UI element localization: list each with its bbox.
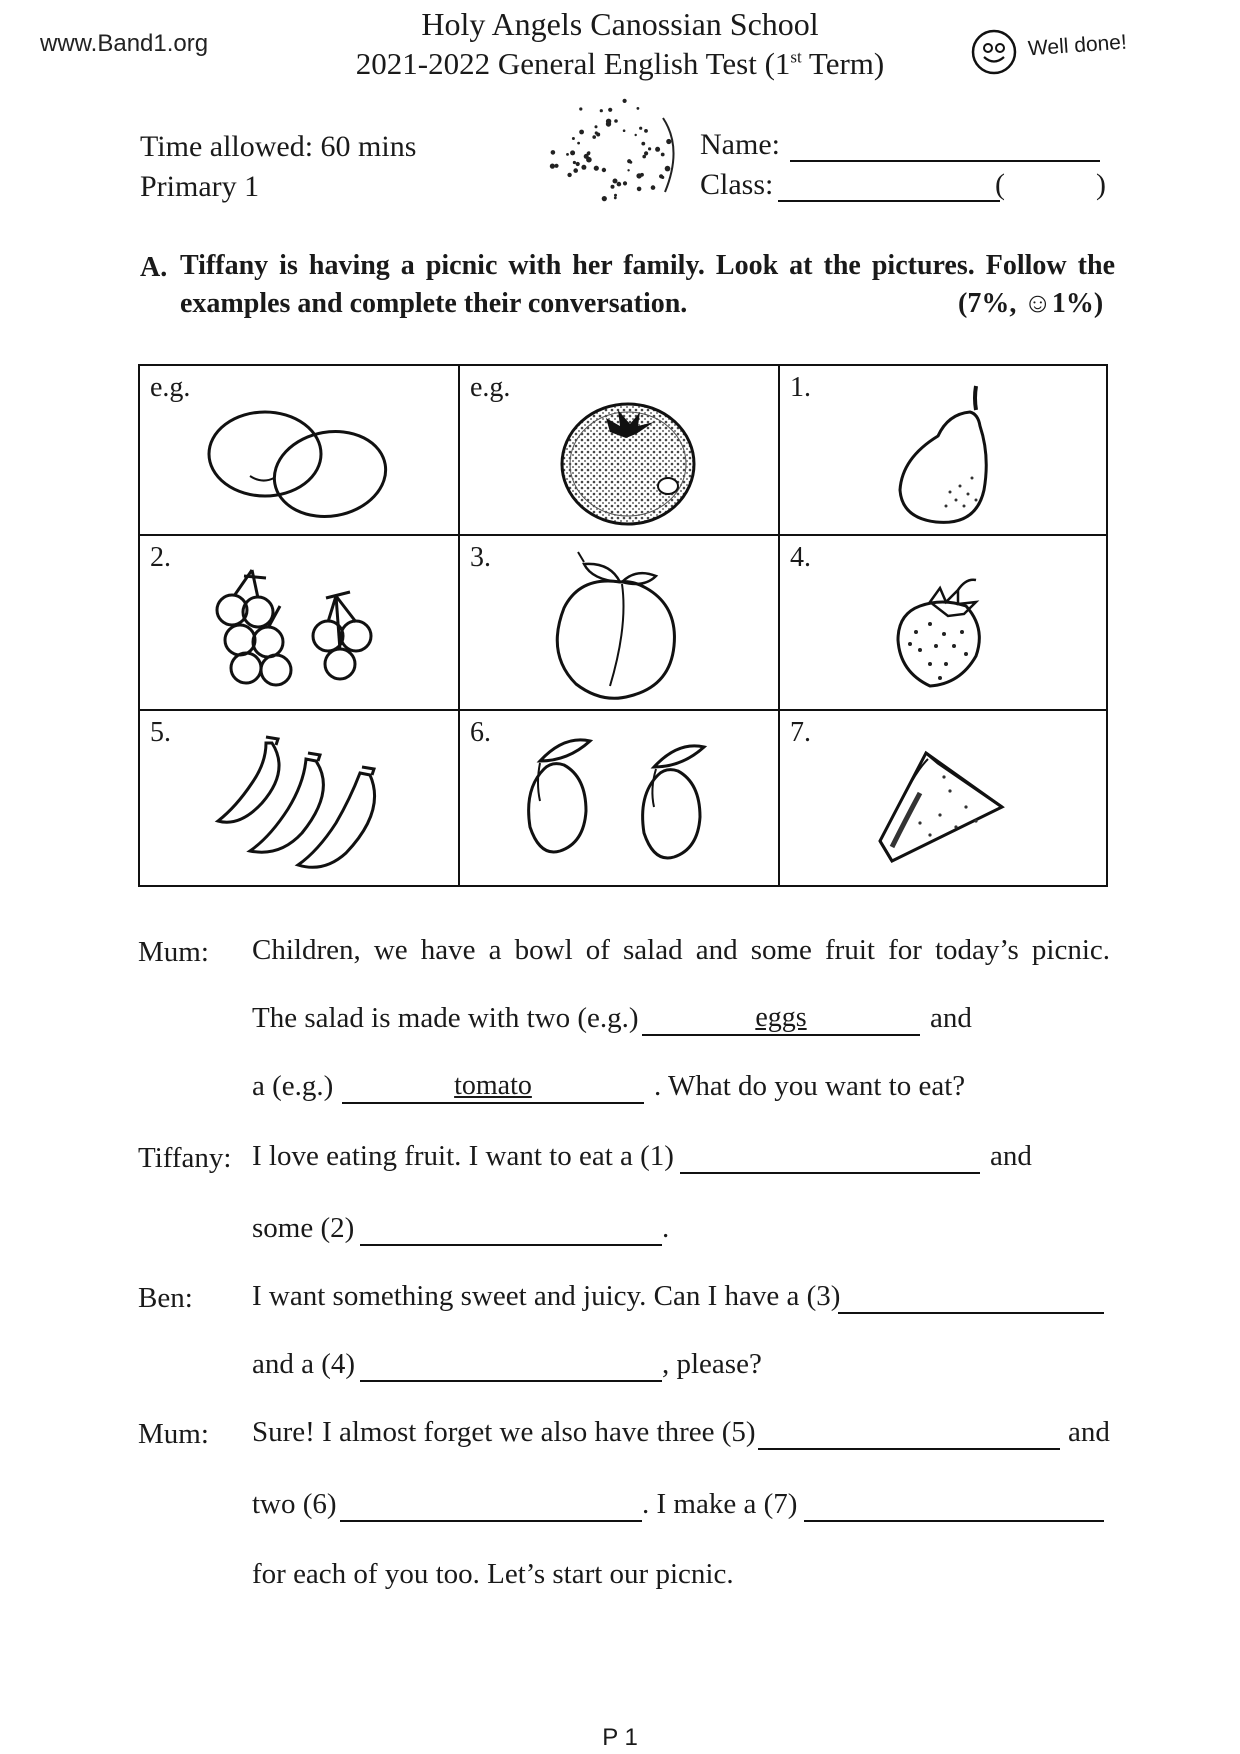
cell-label: 7. bbox=[790, 717, 811, 748]
grid-cell-eggs bbox=[140, 366, 460, 536]
time-allowed: Time allowed: 60 mins bbox=[140, 130, 417, 163]
instruction-line-2: examples and complete their conversation. bbox=[180, 288, 688, 319]
dialogue-line: The salad is made with two (e.g.) bbox=[252, 1002, 639, 1034]
test-title: 2021-2022 General English Test (1st Term) bbox=[355, 46, 885, 81]
cell-label: 2. bbox=[150, 542, 171, 573]
grid-cell-bananas bbox=[140, 711, 460, 885]
instruction-line-1: Tiffany is having a picnic with her family. Look at the pictures. Follow the bbox=[180, 250, 1115, 281]
example-blank-1 bbox=[642, 1034, 920, 1036]
dialogue-line: some (2) bbox=[252, 1212, 355, 1244]
strawberry-icon bbox=[780, 536, 1106, 711]
speaker-mum: Mum: bbox=[138, 936, 209, 968]
school-name: Holy Angels Canossian School bbox=[421, 6, 819, 42]
dialogue-line: . What do you want to eat? bbox=[654, 1070, 966, 1102]
cell-label: 5. bbox=[150, 717, 171, 748]
smiley-icon bbox=[970, 28, 1018, 76]
dialogue-line: for each of you too. Let’s start our picnic. bbox=[252, 1558, 734, 1590]
cell-label: 4. bbox=[790, 542, 811, 573]
sandwich-icon bbox=[780, 711, 1106, 885]
cell-label: 1. bbox=[790, 372, 811, 403]
dialogue-line: and bbox=[930, 1002, 972, 1034]
cell-label: e.g. bbox=[150, 372, 191, 403]
bananas-icon bbox=[140, 711, 460, 885]
grid-cell-sandwich bbox=[780, 711, 1106, 885]
class-number-close: ) bbox=[1096, 168, 1106, 201]
answer-blank-3[interactable] bbox=[838, 1312, 1104, 1314]
grid-cell-cherries bbox=[140, 536, 460, 711]
dialogue-line: I love eating fruit. I want to eat a (1) bbox=[252, 1140, 674, 1172]
dialogue-line: . bbox=[662, 1212, 670, 1244]
watermark: www.Band1.org bbox=[40, 30, 209, 57]
dialogue-line: . I make a (7) bbox=[642, 1488, 798, 1520]
example-answer-eggs: eggs bbox=[755, 1002, 807, 1033]
grid-cell-pear bbox=[780, 366, 1106, 536]
page-number: P 1 bbox=[602, 1724, 638, 1751]
picture-grid bbox=[138, 364, 1108, 887]
stamp-icon bbox=[545, 88, 680, 218]
class-number-open: ( bbox=[995, 168, 1005, 201]
well-done-badge bbox=[970, 28, 1128, 78]
answer-blank-7[interactable] bbox=[804, 1520, 1104, 1522]
grid-cell-mangoes bbox=[460, 711, 780, 885]
dialogue-line: Children, we have a bowl of salad and some fruit for today’s picnic. bbox=[252, 934, 1110, 966]
level: Primary 1 bbox=[140, 170, 260, 203]
grid-cell-strawberry bbox=[780, 536, 1106, 711]
speaker-tiffany: Tiffany: bbox=[138, 1142, 232, 1174]
answer-blank-2[interactable] bbox=[360, 1244, 662, 1246]
dialogue-line: and a (4) bbox=[252, 1348, 356, 1380]
eggs-icon bbox=[140, 366, 460, 536]
speaker-mum: Mum: bbox=[138, 1418, 209, 1450]
answer-blank-6[interactable] bbox=[340, 1520, 642, 1522]
dialogue-line: and bbox=[1068, 1416, 1110, 1448]
dialogue-line: , please? bbox=[662, 1348, 762, 1380]
tomato-icon bbox=[460, 366, 780, 536]
dialogue-line: Sure! I almost forget we also have three (5) bbox=[252, 1416, 756, 1448]
section-marks: (7%, ☺1%) bbox=[958, 288, 1104, 319]
grid-cell-tomato bbox=[460, 366, 780, 536]
grid-cell-peach bbox=[460, 536, 780, 711]
pear-icon bbox=[780, 366, 1106, 536]
dialogue-line: a (e.g.) bbox=[252, 1070, 334, 1102]
name-field[interactable] bbox=[790, 160, 1100, 162]
example-blank-2 bbox=[342, 1102, 644, 1104]
answer-blank-1[interactable] bbox=[680, 1172, 980, 1174]
name-label: Name: bbox=[700, 128, 780, 161]
speaker-ben: Ben: bbox=[138, 1282, 193, 1314]
cell-label: 3. bbox=[470, 542, 491, 573]
well-done-text: Well done! bbox=[1027, 30, 1128, 61]
mangoes-icon bbox=[460, 711, 780, 885]
class-label: Class: bbox=[700, 168, 774, 201]
answer-blank-4[interactable] bbox=[360, 1380, 662, 1382]
dialogue-line: two (6) bbox=[252, 1488, 337, 1520]
dialogue-line: and bbox=[990, 1140, 1032, 1172]
peach-icon bbox=[460, 536, 780, 711]
answer-blank-5[interactable] bbox=[758, 1448, 1060, 1450]
dialogue-line: I want something sweet and juicy. Can I have a (3) bbox=[252, 1280, 841, 1312]
section-letter: A. bbox=[140, 252, 168, 283]
class-field[interactable] bbox=[778, 200, 1000, 202]
cell-label: 6. bbox=[470, 717, 491, 748]
example-answer-tomato: tomato bbox=[454, 1070, 532, 1101]
cherries-icon bbox=[140, 536, 460, 711]
cell-label: e.g. bbox=[470, 372, 511, 403]
